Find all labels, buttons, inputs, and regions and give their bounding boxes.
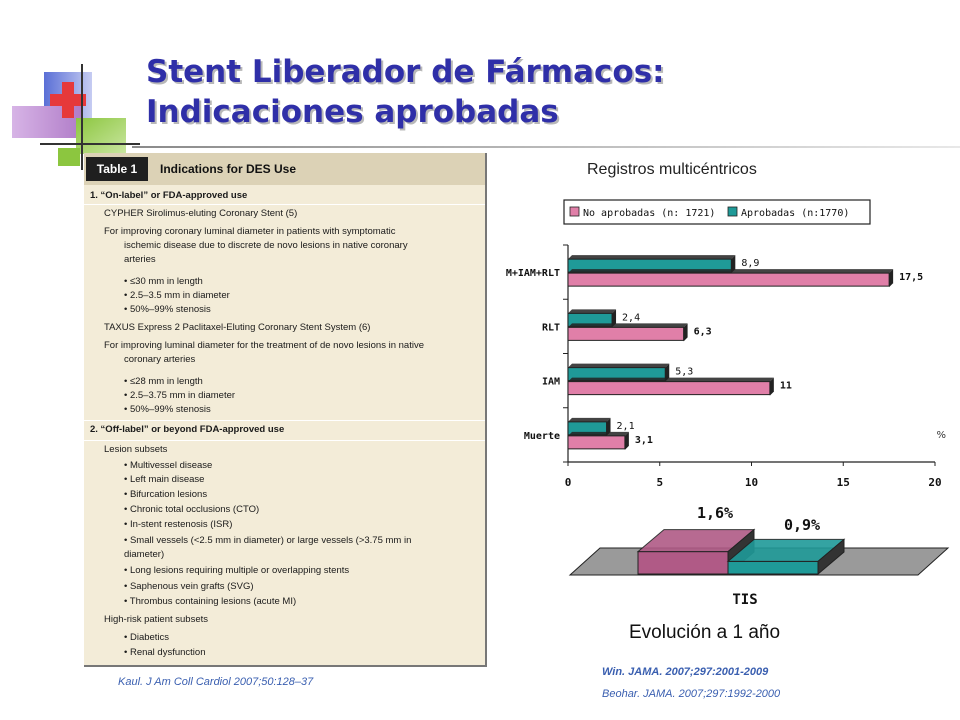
table-row-text: coronary arteries	[124, 354, 196, 365]
evolucion-label: Evolución a 1 año	[629, 622, 781, 643]
tis-bar-front	[638, 552, 728, 574]
table-row-text: High-risk patient subsets	[104, 614, 209, 625]
table-row-text: Renal dysfunction	[129, 647, 206, 658]
table-row	[84, 613, 487, 627]
table-row	[84, 646, 487, 660]
bar	[568, 436, 625, 449]
table-row	[84, 339, 487, 353]
bullet-icon: •	[124, 290, 130, 301]
table-row-text: Small vessels (<2.5 mm in diameter) or large vessels (>3.75 mm in	[129, 535, 412, 546]
table-row-text: 2.5–3.5 mm in diameter	[129, 290, 230, 301]
bullet-icon: •	[124, 632, 130, 643]
table-row-separator	[84, 204, 485, 205]
data-label: 11	[779, 380, 792, 392]
bullet-icon: •	[124, 276, 130, 287]
table-row	[84, 564, 487, 578]
table-row-text: diameter)	[124, 549, 165, 560]
table-row	[84, 459, 487, 473]
table-row	[84, 503, 487, 517]
title-divider	[132, 146, 960, 148]
data-label: 8,9	[741, 258, 760, 270]
table-row	[84, 443, 487, 457]
table-row-text: Lesion subsets	[104, 444, 168, 455]
table-row-text: ischemic disease due to discrete de novo lesions in native coronary	[124, 240, 408, 251]
table-row-text: ≤28 mm in length	[129, 376, 203, 387]
bar-depth-top	[568, 309, 616, 313]
bullet-icon: •	[124, 390, 130, 401]
table-row-text: 2.5–3.75 mm in diameter	[129, 390, 236, 401]
table-row	[84, 403, 487, 417]
legend-swatch	[570, 207, 579, 216]
data-label: 3,1	[634, 434, 653, 446]
category-label: RLT	[541, 322, 560, 334]
table-row-text: ≤30 mm in length	[129, 276, 203, 287]
data-label: 5,3	[675, 366, 694, 378]
table-row	[84, 580, 487, 594]
table-row-text: Chronic total occlusions (CTO)	[129, 504, 260, 515]
table-row	[84, 303, 487, 317]
table-row-text: Diabetics	[129, 632, 170, 643]
table-row	[84, 473, 487, 487]
data-label: 17,5	[899, 272, 924, 284]
bar-depth-top	[568, 255, 735, 259]
table-row-text: In-stent restenosis (ISR)	[129, 519, 233, 530]
bullet-icon: •	[124, 460, 130, 471]
bullet-icon: •	[124, 404, 130, 415]
bullet-icon: •	[124, 565, 130, 576]
title-line-1: Stent Liberador de Fármacos:	[146, 54, 665, 90]
table-header	[84, 153, 485, 185]
table-row	[84, 189, 487, 203]
x-tick-label: 20	[928, 476, 942, 489]
table-row	[84, 353, 487, 367]
table-row-separator	[84, 440, 485, 441]
slide-title	[146, 52, 665, 132]
data-label: 2,1	[616, 420, 635, 432]
table-row-text: 50%–99% stenosis	[129, 304, 211, 315]
bullet-icon: •	[124, 474, 130, 485]
bullet-icon: •	[124, 304, 130, 315]
table-row-text: Thrombus containing lesions (acute MI)	[129, 596, 297, 607]
x-tick-label: 5	[656, 476, 664, 489]
bullet-icon: •	[124, 535, 130, 546]
registros-title: Registros multicéntricos	[587, 161, 757, 178]
table-row	[84, 631, 487, 645]
bar	[568, 273, 889, 286]
legend-label: Aprobadas (n:1770)	[741, 208, 850, 219]
table-row-text: arteries	[124, 254, 156, 265]
legend-label: No aprobadas (n: 1721)	[583, 208, 716, 219]
data-label: 2,4	[622, 312, 641, 324]
x-tick-label: 10	[744, 476, 759, 489]
table-row-text: For improving coronary luminal diameter in patients with symptomatic	[104, 226, 396, 237]
title-line-2: Indicaciones aprobadas	[146, 94, 559, 130]
table-row	[84, 488, 487, 502]
table-row-text: 2. “Off-label” or beyond FDA-approved use	[90, 424, 285, 435]
table-row-text: TAXUS Express 2 Paclitaxel-Eluting Coronary Stent System (6)	[104, 322, 371, 333]
table-row	[84, 321, 487, 335]
x-tick-label: 15	[836, 476, 850, 489]
category-label: IAM	[541, 376, 560, 388]
table-row	[84, 289, 487, 303]
table-row	[84, 389, 487, 403]
bar-depth-top	[568, 432, 629, 436]
table-row-text: Saphenous vein grafts (SVG)	[129, 581, 254, 592]
table-row-separator	[84, 420, 485, 421]
bar-depth-top	[568, 378, 774, 382]
bar-depth-top	[568, 364, 669, 368]
table-row-text: Long lesions requiring multiple or overlapping stents	[129, 565, 350, 576]
table-tab-label: Table 1	[86, 157, 148, 181]
bullet-icon: •	[124, 596, 130, 607]
bar-depth-top	[568, 323, 688, 327]
table-row	[84, 423, 487, 437]
tis-value-label: 1,6%	[696, 504, 734, 522]
indications-table	[84, 153, 487, 667]
table-row-text: 50%–99% stenosis	[129, 404, 211, 415]
table-row	[84, 375, 487, 389]
bar-depth-top	[568, 418, 611, 422]
reference-beohar: Beohar. JAMA. 2007;297:1992-2000	[602, 688, 781, 700]
table-row-text: Left main disease	[129, 474, 205, 485]
table-row	[84, 518, 487, 532]
bullet-icon: •	[124, 504, 130, 515]
table-row	[84, 595, 487, 609]
bullet-icon: •	[124, 647, 130, 658]
table-row	[84, 548, 487, 562]
tis-bar-front	[728, 561, 818, 574]
x-unit-label: %	[936, 430, 946, 441]
bullet-icon: •	[124, 489, 130, 500]
reference-win: Win. JAMA. 2007;297:2001-2009	[602, 666, 769, 678]
registries-bar-chart	[480, 190, 958, 500]
table-row	[84, 239, 487, 253]
table-row-text: For improving luminal diameter for the treatment of de novo lesions in native	[104, 340, 424, 351]
table-row	[84, 207, 487, 221]
table-row	[84, 225, 487, 239]
table-row	[84, 534, 487, 548]
tis-3d-bar-chart	[560, 500, 960, 615]
bullet-icon: •	[124, 376, 130, 387]
bar	[568, 382, 770, 395]
category-label: M+IAM+RLT	[505, 268, 560, 280]
table-row	[84, 253, 487, 267]
tis-category-label: TIS	[732, 592, 758, 608]
table-heading: Indications for DES Use	[160, 162, 297, 176]
table-row-text: Multivessel disease	[129, 460, 213, 471]
table-row-text: CYPHER Sirolimus-eluting Coronary Stent (5)	[104, 208, 298, 219]
bar-depth-top	[568, 269, 893, 273]
bullet-icon: •	[124, 519, 130, 530]
table-row-text: Bifurcation lesions	[129, 489, 208, 500]
reference-kaul: Kaul. J Am Coll Cardiol 2007;50:128–37	[118, 676, 314, 688]
bullet-icon: •	[124, 581, 130, 592]
bar	[568, 327, 684, 340]
tis-value-label: 0,9%	[783, 516, 821, 534]
x-tick-label: 0	[564, 476, 572, 489]
data-label: 6,3	[693, 326, 712, 338]
legend-swatch	[728, 207, 737, 216]
table-row-text: 1. “On-label” or FDA-approved use	[90, 190, 248, 201]
category-label: Muerte	[523, 430, 560, 442]
table-row	[84, 275, 487, 289]
